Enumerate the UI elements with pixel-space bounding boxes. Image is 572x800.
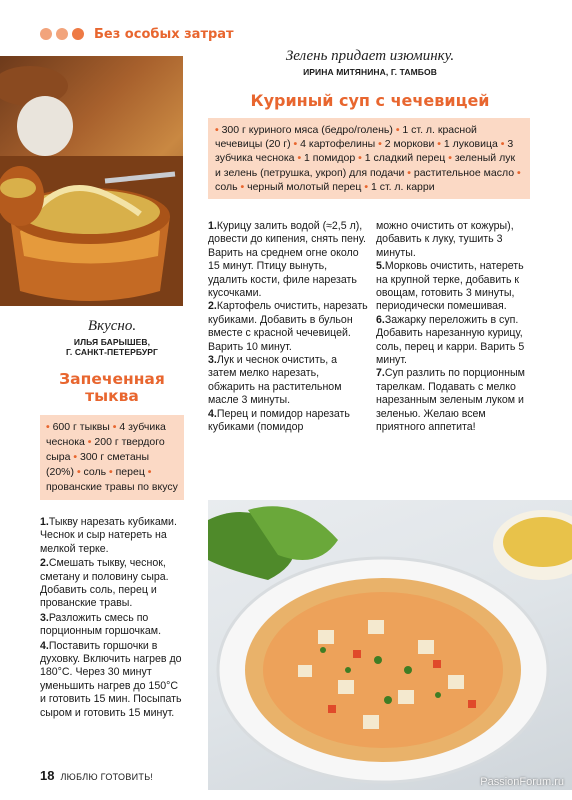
recipe-step xyxy=(376,260,536,314)
author-city: Г. САНКТ-ПЕТЕРБУРГ xyxy=(66,347,158,357)
page-footer xyxy=(40,768,153,783)
section-title: Без особых затрат xyxy=(94,26,234,42)
ingredient: • 4 картофелины xyxy=(294,138,376,150)
bullet-dot-icon xyxy=(56,28,68,40)
bullet-dot-icon xyxy=(72,28,84,40)
recipe-title-line: Запеченная xyxy=(59,370,165,388)
ingredient: • 1 луковица xyxy=(437,138,498,150)
step-text: Зажарку переложить в суп. Добавить нарезанную курицу, соль, перец и карри. Варить 5 минут. xyxy=(376,313,525,367)
recipe-step xyxy=(376,314,536,368)
step-text: Морковь очистить, натереть на крупной терке, добавить к овощам, готовить 3 минуты, периодически помешивая. xyxy=(376,260,524,313)
recipe-title xyxy=(40,371,184,405)
recipe-tagline: Вкусно. xyxy=(87,318,137,334)
ingredients-box xyxy=(40,415,184,500)
step-number: 2. xyxy=(40,557,49,570)
soup-bowl-image xyxy=(208,500,572,790)
recipe-tagline: Зелень придает изюминку. xyxy=(285,48,455,64)
step-number: 1. xyxy=(40,516,49,528)
recipe-author: ИРИНА МИТЯНИНА, Г. ТАМБОВ xyxy=(303,67,437,77)
magazine-name: ЛЮБЛЮ ГОТОВИТЬ! xyxy=(60,772,154,782)
ingredient: • 1 помидор xyxy=(297,152,355,164)
recipe-step xyxy=(40,640,184,720)
step-text: Смешать тыкву, чеснок, сметану и половину сыра. Добавить соль, перец и прованские травы. xyxy=(40,557,169,610)
recipe-steps xyxy=(40,516,184,720)
steps-column xyxy=(376,220,536,435)
recipe-step xyxy=(208,408,368,435)
soup-recipe-header xyxy=(208,48,532,110)
step-text: Картофель очистить, нарезать кубиками. Добавить в бульон вместе с красной чечевицей. Варить 10 минут. xyxy=(208,300,368,353)
ingredient: • 1 ст. л. карри xyxy=(364,181,434,193)
ingredient: • растительное масло xyxy=(407,167,514,179)
step-number: 2. xyxy=(208,300,217,313)
watermark: PassionForum.ru xyxy=(480,776,564,788)
step-text: Курицу залить водой (≈2,5 л), довести до кипения, снять пену. Варить на среднем огне около 15 минут. Птицу вынуть, удалить кости, филе нарезать кусочками. xyxy=(208,220,366,300)
ingredient: • 1 сладкий перец xyxy=(358,152,445,164)
step-text: Тыкву нарезать кубиками. Чеснок и сыр натереть на мелкой терке. xyxy=(40,516,177,555)
recipe-title: Куриный суп с чечевицей xyxy=(250,91,490,110)
ingredient: • прованские травы по вкусу xyxy=(46,466,178,493)
step-text: Лук и чеснок очистить, а затем мелко нарезать, обжарить на растительном масле 3 минуты. xyxy=(208,354,342,407)
recipe-step xyxy=(208,220,368,300)
step-text: можно очистить от кожуры), добавить к луку, тушить 3 минуты. xyxy=(376,220,514,259)
soup-photo xyxy=(208,500,572,790)
step-text: Суп разлить по порционным тарелкам. Подавать с мелко нарезанным зеленым луком и зеленью. Желаю всем приятного аппетита! xyxy=(376,367,525,434)
recipe-step xyxy=(40,612,184,639)
pumpkin-pot-image xyxy=(0,56,183,306)
bullet-dot-icon xyxy=(40,28,52,40)
author-name: ИЛЬЯ БАРЫШЕВ, xyxy=(73,337,151,347)
ingredient: • черный молотый перец xyxy=(241,181,362,193)
ingredients-box xyxy=(208,118,530,199)
step-number: 7. xyxy=(376,367,385,380)
page-number: 18 xyxy=(40,768,55,783)
recipe-step xyxy=(40,557,184,611)
step-number: 1. xyxy=(208,220,217,232)
ingredient: • 3 зубчика чеснока xyxy=(215,138,513,164)
recipe-steps xyxy=(208,220,536,435)
ingredient: • 4 зубчика чеснока xyxy=(46,421,166,448)
ingredient: • 200 г твердого сыра xyxy=(46,436,165,463)
ingredient: • 600 г тыквы xyxy=(46,421,110,433)
step-number: 6. xyxy=(376,313,385,326)
step-text: Разложить смесь по порционным горшочкам. xyxy=(40,611,162,638)
recipe-author xyxy=(40,337,184,357)
recipe-step xyxy=(208,354,368,408)
pumpkin-recipe xyxy=(40,318,184,721)
section-header xyxy=(40,24,234,44)
ingredient: • соль xyxy=(215,167,521,193)
ingredient: • 1 ст. л. красной чечевицы (20 г) xyxy=(215,124,477,150)
recipe-step xyxy=(208,300,368,354)
steps-column xyxy=(208,220,368,435)
step-number: 4. xyxy=(208,407,217,420)
step-text: Перец и помидор нарезать кубиками (помидор xyxy=(208,407,350,434)
ingredient: • соль xyxy=(77,466,106,478)
recipe-step xyxy=(40,516,184,556)
recipe-step xyxy=(376,220,536,260)
recipe-step xyxy=(376,367,536,434)
ingredient: • 300 г куриного мяса (бедро/голень) xyxy=(215,124,393,136)
ingredient: • зеленый лук и зелень (петрушка, укроп) для подачи xyxy=(215,152,515,178)
casserole-photo xyxy=(0,56,183,306)
step-number: 4. xyxy=(40,639,49,652)
step-number: 5. xyxy=(376,260,385,273)
recipe-title-line: тыква xyxy=(85,387,139,405)
ingredient: • перец xyxy=(109,466,145,478)
ingredient: • 300 г сметаны (20%) xyxy=(46,451,149,478)
step-text: Поставить горшочки в духовку. Включить нагрев до 180°С. Через 30 минут уменьшить нагрев до 150°С и готовить 15 мин. Посыпать сыром и готовить 15 минут. xyxy=(40,639,182,719)
step-number: 3. xyxy=(40,611,49,624)
ingredient: • 2 моркови xyxy=(378,138,434,150)
step-number: 3. xyxy=(208,354,217,367)
